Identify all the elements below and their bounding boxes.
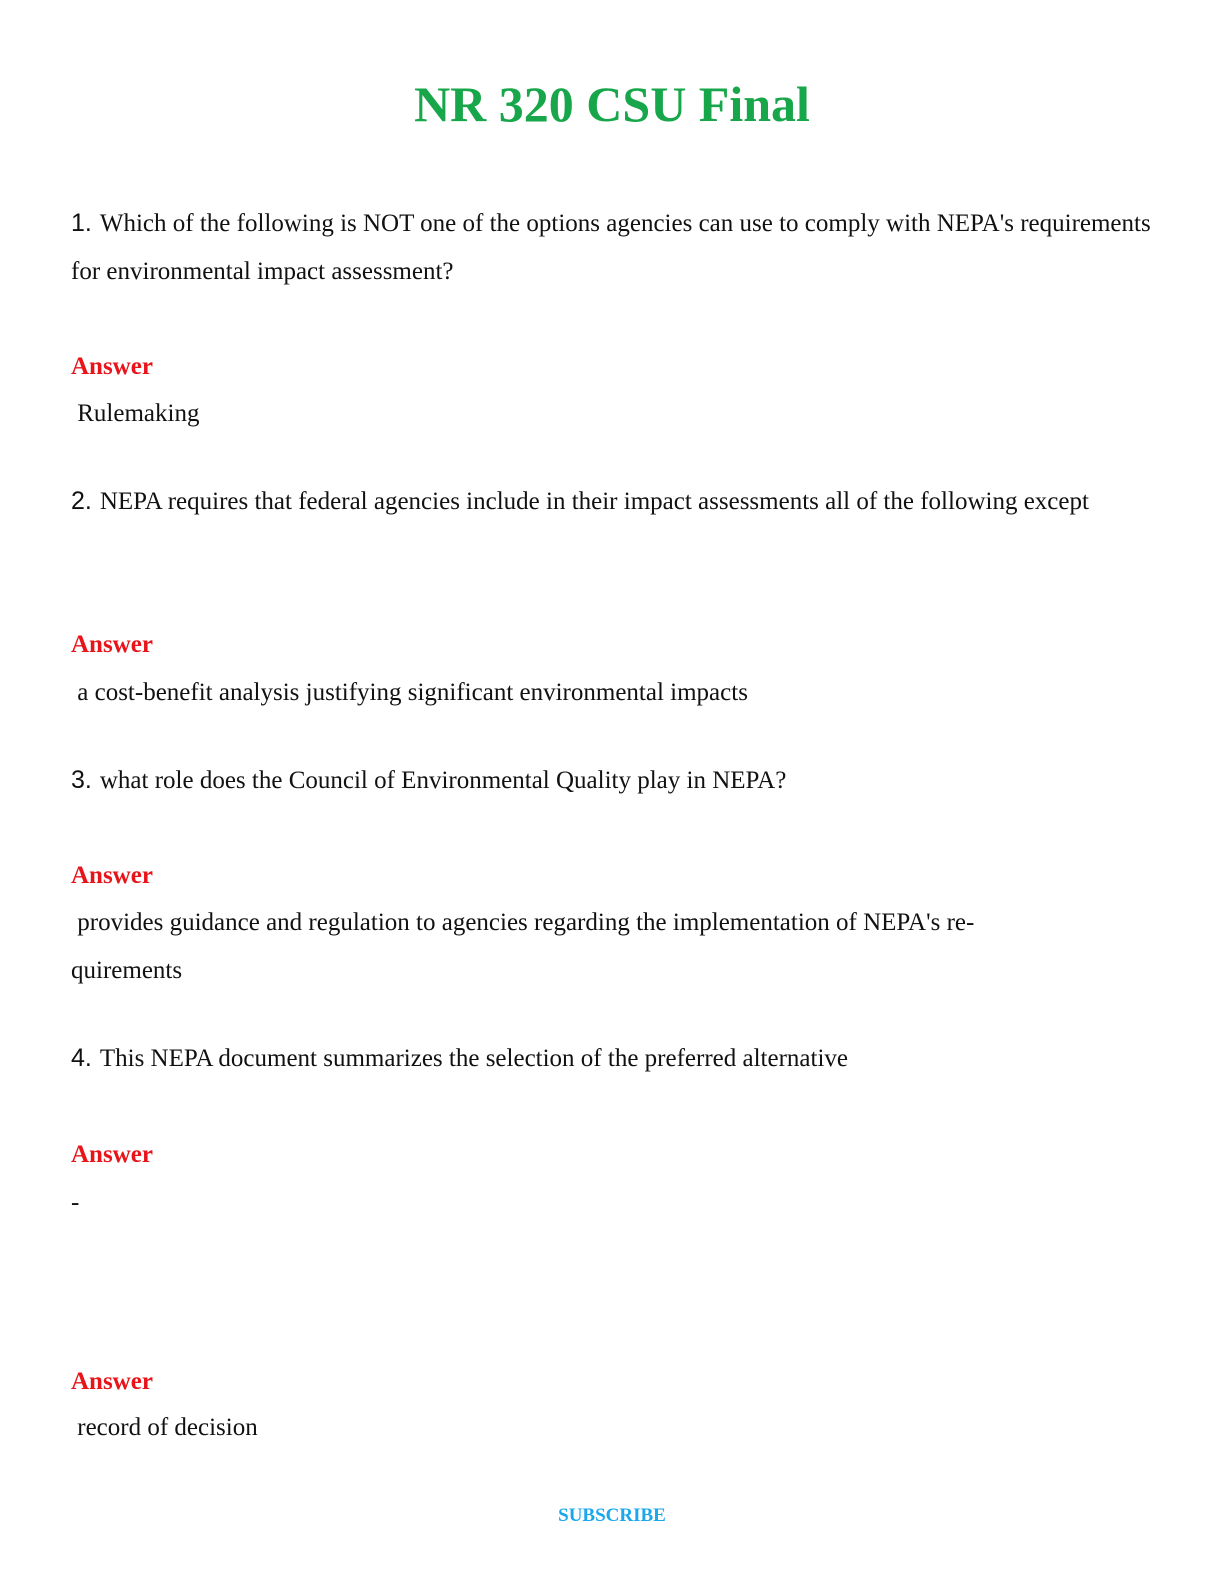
answer-label: Answer: [71, 353, 153, 380]
question-number: 2.: [71, 487, 92, 515]
question-text: Which of the following is NOT one of the options agencies can use to comply with NEPA's requirements for environmental impact assessment?: [71, 210, 1151, 285]
answer-label: Answer: [71, 1368, 153, 1395]
answer-label: Answer: [71, 631, 153, 658]
answer-text: Rulemaking: [71, 400, 200, 427]
question-number: 3.: [71, 766, 92, 794]
question-1: [71, 199, 1151, 296]
subscribe-link[interactable]: SUBSCRIBE: [558, 1505, 666, 1526]
question-number: 4.: [71, 1044, 92, 1072]
answer-text: provides guidance and regulation to agencies regarding the implementation of NEPA's re- quirements: [71, 909, 975, 984]
question-4: [71, 1034, 1151, 1083]
question-text: what role does the Council of Environmental Quality play in NEPA?: [99, 767, 787, 794]
page-title: NR 320 CSU Final: [414, 76, 810, 132]
question-text: This NEPA document summarizes the selection of the preferred alternative: [99, 1045, 849, 1072]
answer-text: -: [71, 1189, 80, 1216]
question-number: 1.: [71, 209, 92, 237]
answer-text: record of decision: [71, 1414, 258, 1441]
question-3: [71, 756, 1151, 805]
question-2: [71, 477, 1151, 526]
answer-text: a cost-benefit analysis justifying significant environmental impacts: [71, 679, 748, 706]
answer-label: Answer: [71, 862, 153, 889]
answer-label: Answer: [71, 1141, 153, 1168]
question-text: NEPA requires that federal agencies include in their impact assessments all of the following except: [99, 488, 1089, 515]
